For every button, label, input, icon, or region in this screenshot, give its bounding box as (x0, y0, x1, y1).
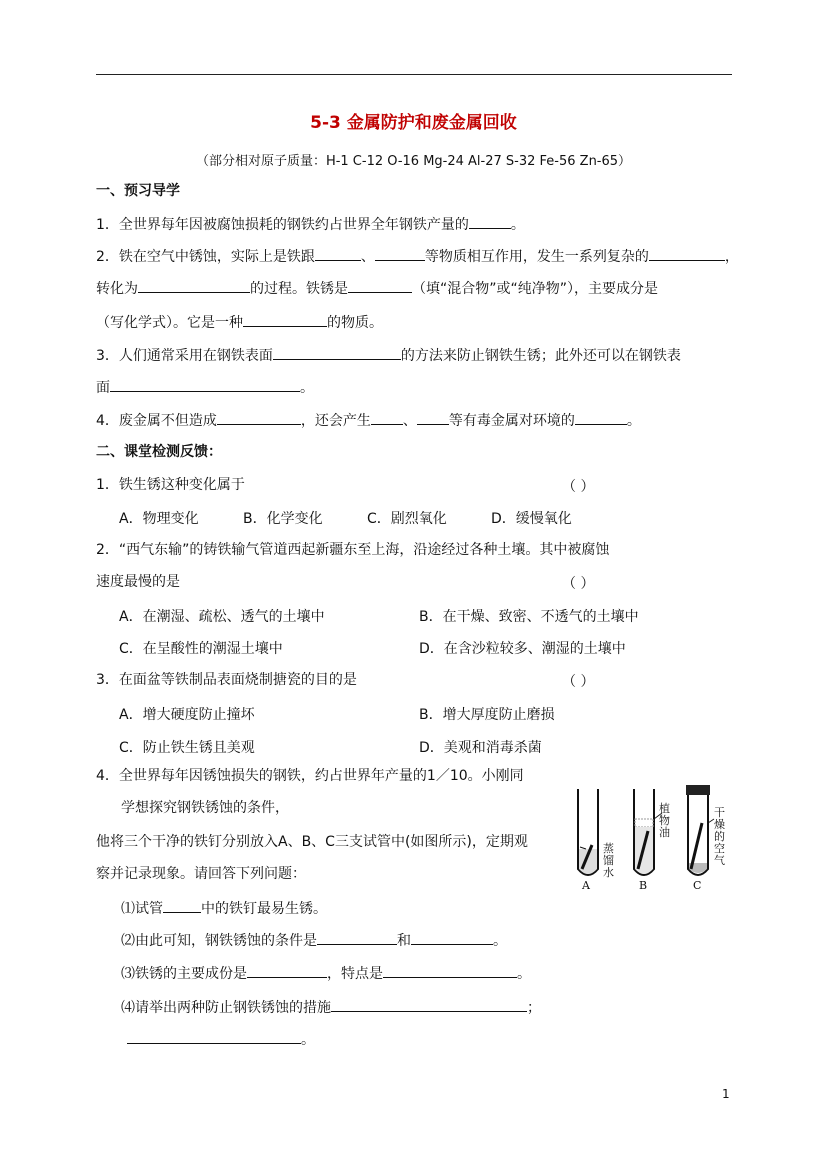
section2-heading: 二、课堂检测反馈： (96, 444, 222, 460)
answer-blank[interactable] (411, 931, 493, 945)
option-a[interactable]: A．增大硬度防止撞坏 (119, 707, 255, 723)
s1-q2-line3: （写化学式）。它是一种 的物质。 (96, 315, 383, 331)
s2-q4-part4: ⑷请举出两种防止钢铁锈蚀的措施 ； (121, 1000, 541, 1016)
option-a[interactable]: A．在潮湿、疏松、透气的土壤中 (119, 609, 325, 625)
answer-blank[interactable] (243, 313, 327, 327)
answer-blank[interactable] (417, 411, 449, 425)
answer-blank[interactable] (127, 1030, 301, 1044)
s1-q3-line2: 面 。 (96, 380, 314, 396)
s2-q1-stem: 1．铁生锈这种变化属于 (96, 477, 245, 493)
answer-blank[interactable] (315, 247, 361, 261)
option-c[interactable]: C．剧烈氧化 (367, 511, 447, 527)
test-tubes-diagram (570, 783, 730, 895)
answer-blank[interactable] (383, 964, 517, 978)
option-b[interactable]: B．化学变化 (243, 511, 323, 527)
stopper (686, 785, 710, 795)
label-b: B (639, 879, 648, 892)
s2-q2-stem1: 2．“西气东输”的铸铁输气管道西起新疆东至上海，沿途经过各种土壤。其中被腐蚀 (96, 542, 610, 558)
s1-q3-line1: 3．人们通常采用在钢铁表面 的方法来防止钢铁生锈；此外还可以在钢铁表 (96, 348, 681, 364)
s1-q2-line2: 转化为 的过程。铁锈是 （填“混合物”或“纯净物”），主要成分是 (96, 281, 659, 297)
page-title: 5-3 金属防护和废金属回收 (310, 113, 517, 133)
test-tube-a (578, 789, 598, 875)
answer-paren[interactable]: （ ） (562, 674, 595, 690)
s2-q4-line4: 察并记录现象。请回答下列问题： (96, 866, 306, 882)
atomic-mass-note: （部分相对原子质量：H-1 C-12 O-16 Mg-24 Al-27 S-32 Fe-56 Zn-65） (195, 154, 632, 169)
s2-q2-stem2: 速度最慢的是 (96, 574, 180, 590)
answer-blank[interactable] (375, 247, 425, 261)
test-tube-b (634, 789, 662, 875)
oil-label: 植物油 (659, 802, 670, 839)
iron-nail (691, 823, 702, 869)
s2-q4-part2: ⑵由此可知，钢铁锈蚀的条件是 和 。 (121, 933, 507, 949)
answer-blank[interactable] (317, 931, 397, 945)
s2-q4-part3: ⑶铁锈的主要成份是 ，特点是 。 (121, 966, 531, 982)
option-c[interactable]: C．在呈酸性的潮湿土壤中 (119, 641, 283, 657)
answer-blank[interactable] (273, 346, 401, 360)
top-rule (96, 74, 732, 75)
option-d[interactable]: D．在含沙粒较多、潮湿的土壤中 (419, 641, 626, 657)
test-tube-c (686, 785, 714, 875)
answer-blank[interactable] (371, 411, 403, 425)
test-tube-figure (570, 783, 730, 899)
page-number: 1 (722, 1087, 730, 1101)
s1-q2-line1: 2．铁在空气中锈蚀，实际上是铁跟 、 等物质相互作用，发生一系列复杂的 ， (96, 249, 739, 265)
answer-blank[interactable] (469, 215, 511, 229)
answer-blank[interactable] (331, 998, 527, 1012)
answer-blank[interactable] (575, 411, 627, 425)
s2-q4-line2: 学想探究钢铁锈蚀的条件， (121, 800, 289, 816)
s2-q4-part5: 。 (127, 1030, 315, 1049)
option-d[interactable]: D．缓慢氧化 (491, 511, 572, 527)
s1-q1: 1．全世界每年因被腐蚀损耗的钢铁约占世界全年钢铁产量的 。 (96, 217, 525, 233)
s2-q4-line3: 他将三个干净的铁钉分别放入A、B、C三支试管中(如图所示)，定期观 (96, 834, 528, 850)
option-d[interactable]: D．美观和消毒杀菌 (419, 740, 542, 756)
answer-paren[interactable]: （ ） (562, 479, 595, 495)
option-c[interactable]: C．防止铁生锈且美观 (119, 740, 255, 756)
answer-blank[interactable] (163, 899, 201, 913)
answer-blank[interactable] (348, 279, 412, 293)
option-a[interactable]: A．物理变化 (119, 511, 199, 527)
answer-blank[interactable] (138, 279, 250, 293)
option-b[interactable]: B．在干燥、致密、不透气的土壤中 (419, 609, 639, 625)
water-label: 蒸馏水 (603, 842, 614, 879)
section1-heading: 一、预习导学 (96, 183, 180, 199)
s2-q3-stem: 3．在面盆等铁制品表面烧制搪瓷的目的是 (96, 672, 357, 688)
answer-blank[interactable] (247, 964, 327, 978)
option-b[interactable]: B．增大厚度防止磨损 (419, 707, 555, 723)
s2-q4-line1: 4．全世界每年因锈蚀损失的钢铁，约占世界年产量的1／10。小刚同 (96, 768, 524, 784)
answer-blank[interactable] (110, 378, 300, 392)
s2-q4-part1: ⑴试管 中的铁钉最易生锈。 (121, 901, 327, 917)
answer-blank[interactable] (649, 247, 725, 261)
answer-paren[interactable]: （ ） (562, 576, 595, 592)
label-a: A (582, 879, 590, 892)
s1-q4: 4．废金属不但造成 ，还会产生 、 等有毒金属对环境的 。 (96, 413, 641, 429)
answer-blank[interactable] (217, 411, 301, 425)
label-c: C (693, 879, 702, 892)
dry-air-label: 干燥的空气 (714, 806, 725, 867)
